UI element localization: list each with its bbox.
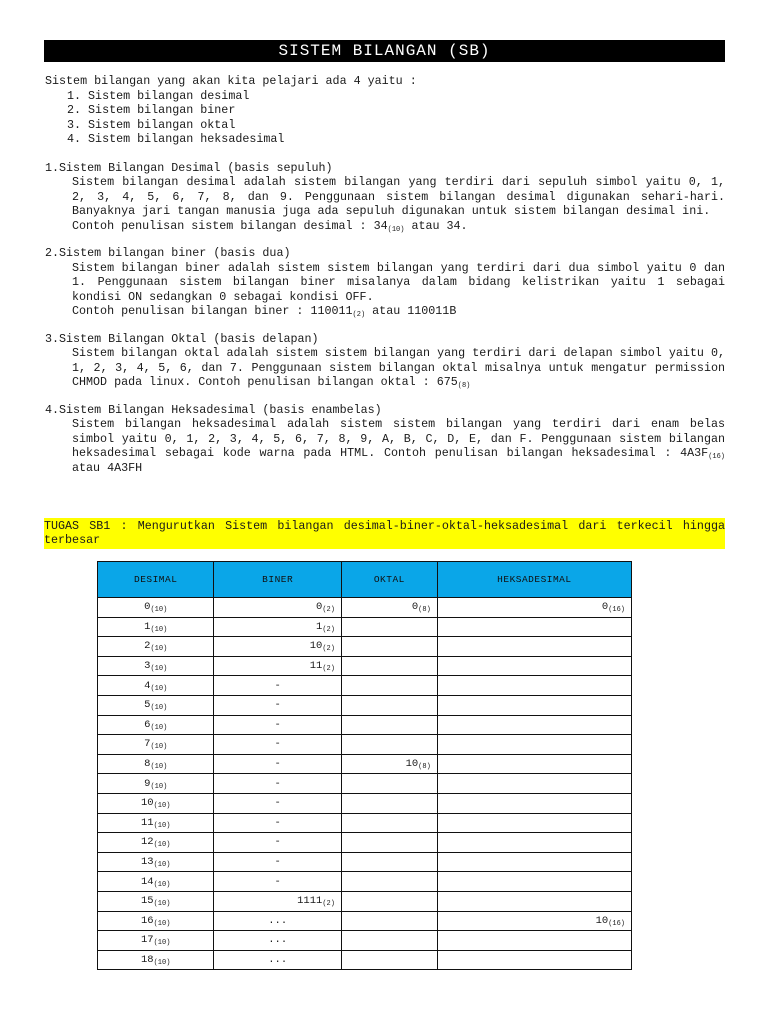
cell-value: 11 <box>309 660 323 673</box>
table-cell <box>214 950 341 970</box>
cell-value: 17 <box>141 934 154 947</box>
document-body <box>45 74 725 488</box>
table-cell <box>98 950 214 970</box>
table-row <box>98 715 632 735</box>
table-cell <box>214 676 341 696</box>
cell-value: 7 <box>144 738 151 751</box>
cell-value: 1 <box>144 620 151 633</box>
section-heading: 2.Sistem bilangan biner (basis dua) <box>45 246 291 260</box>
section-heading: 4.Sistem Bilangan Heksadesimal (basis enambelas) <box>45 402 382 417</box>
table-cell <box>214 793 341 813</box>
cell-value: 18 <box>141 953 154 966</box>
table-cell <box>437 891 631 911</box>
table-cell <box>98 911 214 931</box>
cell-value: - <box>274 738 281 751</box>
cell-value: 0 <box>316 601 323 614</box>
table-row <box>98 617 632 637</box>
cell-base-subscript: (10) <box>150 645 168 654</box>
cell-value: - <box>274 836 281 849</box>
table-cell <box>214 891 341 911</box>
cell-base-subscript: (10) <box>153 900 171 909</box>
table-cell <box>98 617 214 637</box>
table-cell <box>98 852 214 872</box>
cell-value: 4 <box>144 679 151 692</box>
base-subscript: (16) <box>708 453 725 461</box>
table-row <box>98 852 632 872</box>
cell-base-subscript: (16) <box>608 606 625 615</box>
table-cell <box>437 754 631 774</box>
table-cell <box>437 676 631 696</box>
table-row <box>98 695 632 715</box>
list-item: 1. Sistem bilangan desimal <box>67 88 250 103</box>
intro-list <box>67 89 725 147</box>
table-cell <box>98 695 214 715</box>
table-cell <box>341 754 437 774</box>
cell-value: 13 <box>141 856 154 869</box>
table-row <box>98 931 632 951</box>
table-row <box>98 891 632 911</box>
example-suffix: atau 110011B <box>365 304 457 318</box>
table-cell <box>437 911 631 931</box>
table-cell <box>437 715 631 735</box>
table-row <box>98 754 632 774</box>
section-desimal <box>45 161 725 234</box>
table-cell <box>98 754 214 774</box>
cell-value: 6 <box>144 718 151 731</box>
table-row <box>98 911 632 931</box>
table-cell <box>437 852 631 872</box>
cell-value: 10 <box>309 640 323 653</box>
cell-base-subscript: (10) <box>153 919 171 928</box>
cell-value: 9 <box>144 777 151 790</box>
section-example <box>72 304 725 319</box>
section-example <box>72 219 725 234</box>
table-row <box>98 813 632 833</box>
table-cell <box>98 833 214 853</box>
table-cell <box>214 754 341 774</box>
cell-value: ... <box>268 953 288 966</box>
cell-base-subscript: (2) <box>322 645 335 654</box>
table-cell <box>214 656 341 676</box>
cell-value: 10 <box>405 758 419 771</box>
cell-value: 2 <box>144 640 151 653</box>
cell-value: - <box>274 816 281 829</box>
cell-value: - <box>274 758 281 771</box>
cell-base-subscript: (8) <box>418 763 431 772</box>
table-cell <box>341 774 437 794</box>
example-suffix: atau 34. <box>404 218 468 233</box>
table-cell <box>214 911 341 931</box>
table-cell <box>341 735 437 755</box>
intro-lead: Sistem bilangan yang akan kita pelajari ada 4 yaitu : <box>45 74 417 88</box>
cell-value: 1 <box>316 620 323 633</box>
table-cell <box>214 617 341 637</box>
section-biner <box>45 246 725 319</box>
table-row <box>98 735 632 755</box>
cell-base-subscript: (16) <box>608 919 625 928</box>
table-cell <box>341 911 437 931</box>
table-cell <box>214 735 341 755</box>
table-cell <box>214 695 341 715</box>
cell-value: 15 <box>141 895 154 908</box>
cell-value: 0 <box>411 601 419 614</box>
column-header-biner: BINER <box>214 562 341 598</box>
table-cell <box>98 637 214 657</box>
section-oktal <box>45 332 725 390</box>
cell-base-subscript: (10) <box>150 606 168 615</box>
cell-base-subscript: (10) <box>153 821 171 830</box>
section-body <box>72 175 725 233</box>
table-cell <box>341 617 437 637</box>
section-text <box>72 417 725 475</box>
cell-base-subscript: (2) <box>322 606 335 615</box>
table-cell <box>214 872 341 892</box>
table-cell <box>341 715 437 735</box>
table-cell <box>341 931 437 951</box>
cell-base-subscript: (10) <box>150 763 168 772</box>
cell-value: ... <box>268 914 288 927</box>
table-row <box>98 950 632 970</box>
cell-value: 10 <box>595 914 609 927</box>
table-cell <box>437 833 631 853</box>
column-header-heksadesimal: HEKSADESIMAL <box>437 562 631 598</box>
table-cell <box>341 793 437 813</box>
table-cell <box>437 931 631 951</box>
list-item: 3. Sistem bilangan oktal <box>67 117 236 132</box>
table-cell <box>98 774 214 794</box>
cell-value: - <box>274 797 281 810</box>
table-cell <box>437 637 631 657</box>
section-text: Sistem bilangan biner adalah sistem sistem bilangan yang terdiri dari dua simbol yaitu 0 dan 1. Penggunaan sistem bilangan biner misalanya dalam bidang kelistrikan yaitu 1 sebagai kondisi ON sedangkan 0 sebagai kondisi OFF. <box>72 260 725 304</box>
cell-value: 14 <box>141 875 154 888</box>
table-cell <box>437 617 631 637</box>
cell-value: 3 <box>144 660 151 673</box>
table-cell <box>214 598 341 618</box>
table-cell <box>437 793 631 813</box>
cell-base-subscript: (10) <box>153 802 171 811</box>
cell-base-subscript: (2) <box>322 900 335 909</box>
cell-base-subscript: (10) <box>153 939 171 948</box>
table-cell <box>341 813 437 833</box>
section-heksadesimal <box>45 403 725 476</box>
table-cell <box>98 598 214 618</box>
table-cell <box>437 872 631 892</box>
table-cell <box>98 891 214 911</box>
table-cell <box>214 931 341 951</box>
section-body <box>72 417 725 475</box>
cell-value: 10 <box>141 797 154 810</box>
table-cell <box>98 715 214 735</box>
list-item: 4. Sistem bilangan heksadesimal <box>67 132 285 146</box>
cell-value: - <box>274 679 281 692</box>
section-body <box>72 261 725 319</box>
table-cell <box>341 656 437 676</box>
cell-base-subscript: (10) <box>150 723 168 732</box>
cell-base-subscript: (10) <box>150 743 168 752</box>
table-row <box>98 793 632 813</box>
cell-value: 0 <box>144 601 151 614</box>
table-cell <box>341 872 437 892</box>
table-cell <box>341 676 437 696</box>
cell-base-subscript: (10) <box>153 841 171 850</box>
table-cell <box>341 637 437 657</box>
table-cell <box>341 891 437 911</box>
cell-value: ... <box>268 934 288 947</box>
cell-base-subscript: (10) <box>150 665 168 674</box>
section-text <box>72 346 725 390</box>
number-system-table <box>97 561 632 970</box>
table-cell <box>98 793 214 813</box>
table-cell <box>341 852 437 872</box>
table-cell <box>437 774 631 794</box>
cell-base-subscript: (10) <box>150 625 168 634</box>
example-suffix: atau 4A3FH <box>72 460 143 475</box>
cell-value: - <box>274 777 281 790</box>
cell-base-subscript: (8) <box>418 606 431 615</box>
table-cell <box>437 598 631 618</box>
table-cell <box>214 852 341 872</box>
task-banner: TUGAS SB1 : Mengurutkan Sistem bilangan desimal-biner-oktal-heksadesimal dari terkecil hingga terbesar <box>44 519 725 547</box>
table-header-row <box>98 562 632 598</box>
table-cell <box>214 774 341 794</box>
table-row <box>98 872 632 892</box>
table-cell <box>437 656 631 676</box>
cell-value: 0 <box>601 601 609 614</box>
table-row <box>98 656 632 676</box>
table-cell <box>214 637 341 657</box>
table-row <box>98 676 632 696</box>
section-text-main: Sistem bilangan oktal adalah sistem sistem bilangan yang terdiri dari delapan simbol yaitu 0, 1, 2, 3, 4, 5, 6, dan 7. Penggunaan sistem bilangan oktal misalnya untuk mengatur permission CHMOD pada linux. Contoh penulisan bilangan oktal : 675 <box>72 346 725 389</box>
table-cell <box>341 695 437 715</box>
page-title: SISTEM BILANGAN (SB) <box>44 40 725 62</box>
example-text: Contoh penulisan bilangan biner : 110011 <box>72 304 353 318</box>
table-cell <box>341 833 437 853</box>
cell-value: - <box>274 718 281 731</box>
cell-base-subscript: (2) <box>322 665 335 674</box>
cell-base-subscript: (10) <box>150 782 168 791</box>
table-body <box>98 598 632 970</box>
base-subscript: (8) <box>457 382 471 390</box>
table-cell <box>98 813 214 833</box>
cell-base-subscript: (10) <box>153 880 171 889</box>
table-cell <box>98 676 214 696</box>
example-text: Contoh penulisan sistem bilangan desimal : 34 <box>72 218 388 233</box>
cell-base-subscript: (2) <box>322 625 335 634</box>
cell-value: 16 <box>141 914 154 927</box>
column-header-desimal: DESIMAL <box>98 562 214 598</box>
table-cell <box>437 695 631 715</box>
section-text: Sistem bilangan desimal adalah sistem bilangan yang terdiri dari sepuluh simbol yaitu 0, 1, 2, 3, 4, 5, 6, 7, 8, dan 9. Penggunaan sistem bilangan desimal digunakan sehari-hari. Banyaknya jari tangan manusia juga ada sepuluh digunakan untuk sistem bilangan desimal ini. <box>72 175 725 218</box>
table-cell <box>98 656 214 676</box>
table-row <box>98 833 632 853</box>
cell-base-subscript: (10) <box>153 861 171 870</box>
cell-base-subscript: (10) <box>153 958 171 967</box>
section-heading: 1.Sistem Bilangan Desimal (basis sepuluh) <box>45 160 333 175</box>
table-cell <box>98 931 214 951</box>
table-cell <box>341 598 437 618</box>
section-body <box>72 346 725 390</box>
cell-value: 11 <box>141 816 154 829</box>
table-cell <box>98 872 214 892</box>
table-row <box>98 774 632 794</box>
cell-value: 8 <box>144 758 151 771</box>
table-cell <box>437 735 631 755</box>
cell-base-subscript: (10) <box>150 684 168 693</box>
cell-base-subscript: (10) <box>150 704 168 713</box>
section-heading: 3.Sistem Bilangan Oktal (basis delapan) <box>45 331 319 346</box>
column-header-oktal: OKTAL <box>341 562 437 598</box>
list-item: 2. Sistem bilangan biner <box>67 103 236 117</box>
base-subscript: (10) <box>387 225 405 234</box>
table-cell <box>437 813 631 833</box>
base-subscript: (2) <box>352 311 366 319</box>
cell-value: - <box>274 856 281 869</box>
table-cell <box>214 813 341 833</box>
cell-value: - <box>274 875 281 888</box>
table-cell <box>437 950 631 970</box>
section-text-main: Sistem bilangan heksadesimal adalah sistem sistem bilangan yang terdiri dari enam belas simbol yaitu 0, 1, 2, 3, 4, 5, 6, 7, 8, 9, A, B, C, D, E, dan F. Penggunaan sistem bilangan heksadesimal sebagai kode warna pada HTML. Contoh penulisan bilangan heksadesimal : 4A3F <box>72 417 725 460</box>
table-cell <box>214 715 341 735</box>
table-row <box>98 598 632 618</box>
cell-value: 1111 <box>297 895 323 908</box>
table-cell <box>341 950 437 970</box>
cell-value: 5 <box>144 699 151 712</box>
table-row <box>98 637 632 657</box>
table-cell <box>98 735 214 755</box>
cell-value: 12 <box>141 836 154 849</box>
cell-value: - <box>274 699 281 712</box>
table-cell <box>214 833 341 853</box>
